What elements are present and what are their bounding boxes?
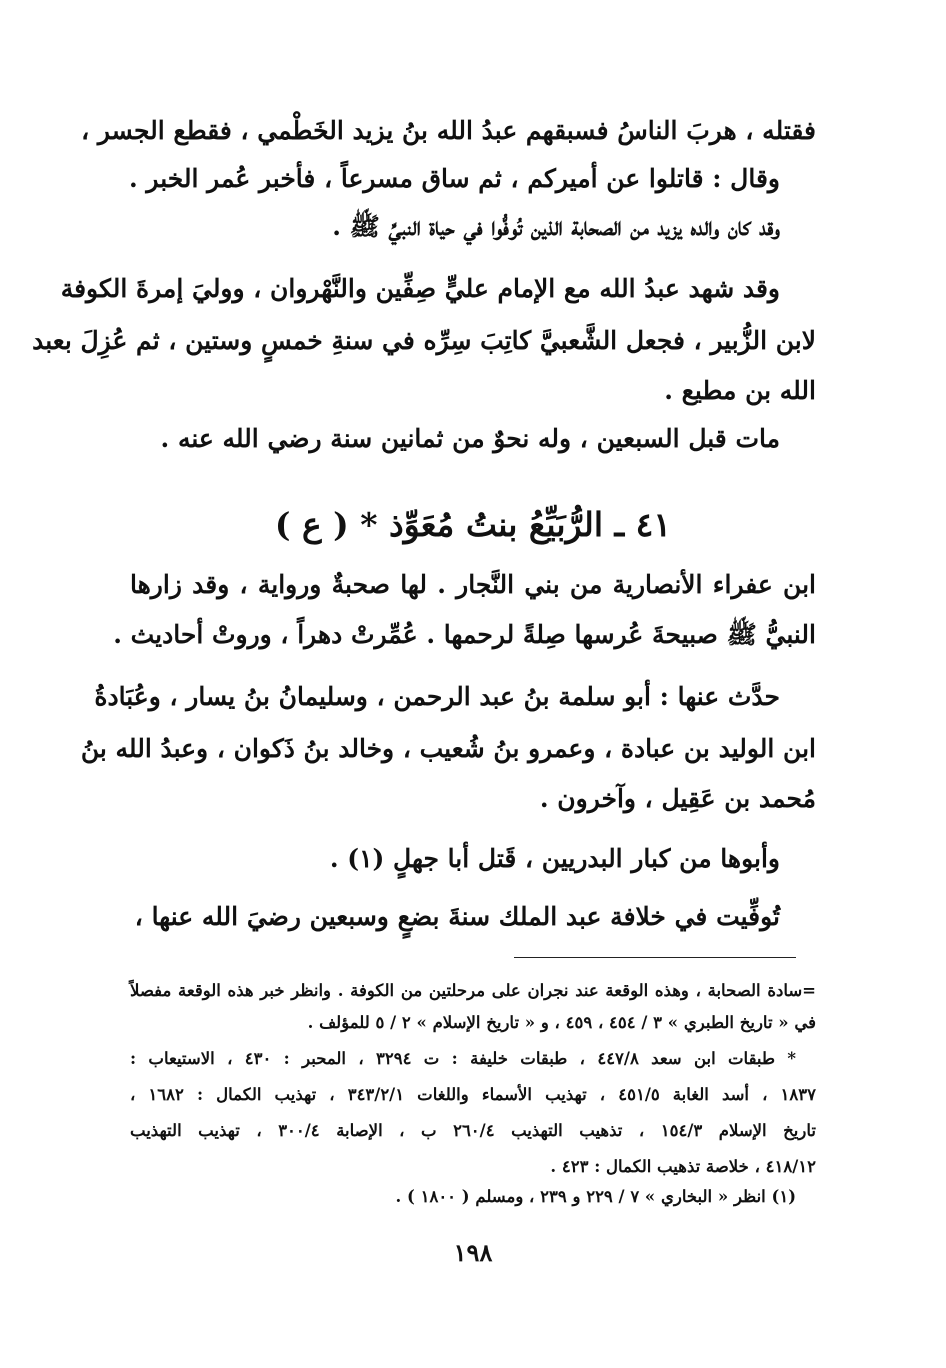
- text-line: وقد كان والده يزيد من الصحابة الذين تُوفُّوا في حياة النبيِّ ﷺ .: [332, 212, 780, 241]
- text-line: مُحمد بن عَقِيل ، وآخرون .: [539, 784, 816, 813]
- footnote-line: * طبقات ابن سعد ٤٤٧/٨ ، طبقات خليفة : ت ٣٢٩٤ ، المحبر : ٤٣٠ ، الاستيعاب :: [130, 1049, 797, 1068]
- text-line: ابن عفراء الأنصارية من بني النَّجار . لها صحبةٌ ورواية ، وقد زارها: [130, 570, 816, 599]
- text-line: حدَّث عنها : أبو سلمة بنُ عبد الرحمن ، وسليمانُ بنُ يسار ، وعُبَادةُ: [94, 682, 780, 711]
- footnote-line: (١) انظر « البخاري » ٧ / ٢٢٩ و ٢٣٩ ، ومسلم ( ١٨٠٠ ) .: [395, 1187, 796, 1206]
- footnote-line: =سادة الصحابة ، وهذه الوقعة عند نجران على مرحلتين من الكوفة . وانظر خبر هذه الوقعة مفصلاً: [130, 981, 816, 1000]
- footnote-line: ٤١٨/١٢ ، خلاصة تذهيب الكمال : ٤٢٣ .: [550, 1157, 816, 1176]
- text-line: تُوفِّيت في خلافة عبد الملك سنةَ بضعٍ وسبعين رضيَ الله عنها ،: [134, 902, 780, 931]
- footnote-line: ١٨٣٧ ، أسد الغابة ٤٥١/٥ ، تهذيب الأسماء واللغات ٣٤٣/٢/١ ، تهذيب الكمال : ١٦٨٢ ،: [130, 1085, 816, 1104]
- text-line: وقد شهد عبدُ الله مع الإمام عليٍّ صِفِّين والنَّهْروان ، ووليَ إمرةَ الكوفة: [60, 274, 780, 303]
- text-line: وقال : قاتلوا عن أميركم ، ثم ساق مسرعاً ، فأخبر عُمر الخبر .: [129, 164, 780, 193]
- text-line: ابن الوليد بن عبادة ، وعمرو بنُ شُعيب ، وخالد بنُ ذَكوان ، وعبدُ الله بنُ: [80, 734, 816, 763]
- text-line: الله بن مطيع .: [664, 376, 816, 405]
- text-line: فقتله ، هربَ الناسُ فسبقهم عبدُ الله بنُ يزيد الخَطْمي ، فقطع الجسر ،: [81, 116, 816, 145]
- text-line: لابن الزُّبير ، فجعل الشَّعبيَّ كاتِبَ سِرِّه في سنةِ خمسٍ وستين ، ثم عُزِلَ بعبد: [32, 326, 816, 355]
- footnote-line: تاريخ الإسلام ١٥٤/٣ ، تذهيب التهذيب ٢٦٠/٤ ب ، الإصابة ٣٠٠/٤ ، تهذيب التهذيب: [130, 1121, 816, 1140]
- footnote-rule: [514, 957, 796, 958]
- entry-heading: ٤١ ـ الرُّبَيِّعُ بنتُ مُعَوِّذ * ( ع ): [274, 505, 672, 544]
- footnote-line: في « تاريخ الطبري » ٣ / ٤٥٤ ، ٤٥٩ ، و « تاريخ الإسلام » ٢ / ٥ للمؤلف .: [307, 1013, 816, 1032]
- page-number: ١٩٨: [453, 1238, 493, 1267]
- text-line: النبيُّ ﷺ صبيحةَ عُرسها صِلةً لرحمها . عُمِّرتْ دهراً ، وروتْ أحاديث .: [113, 620, 816, 649]
- text-line: وأبوها من كبار البدريين ، قَتل أبا جهلٍ (١) .: [329, 844, 780, 873]
- text-line: مات قبل السبعين ، وله نحوٌ من ثمانين سنة رضي الله عنه .: [160, 424, 780, 453]
